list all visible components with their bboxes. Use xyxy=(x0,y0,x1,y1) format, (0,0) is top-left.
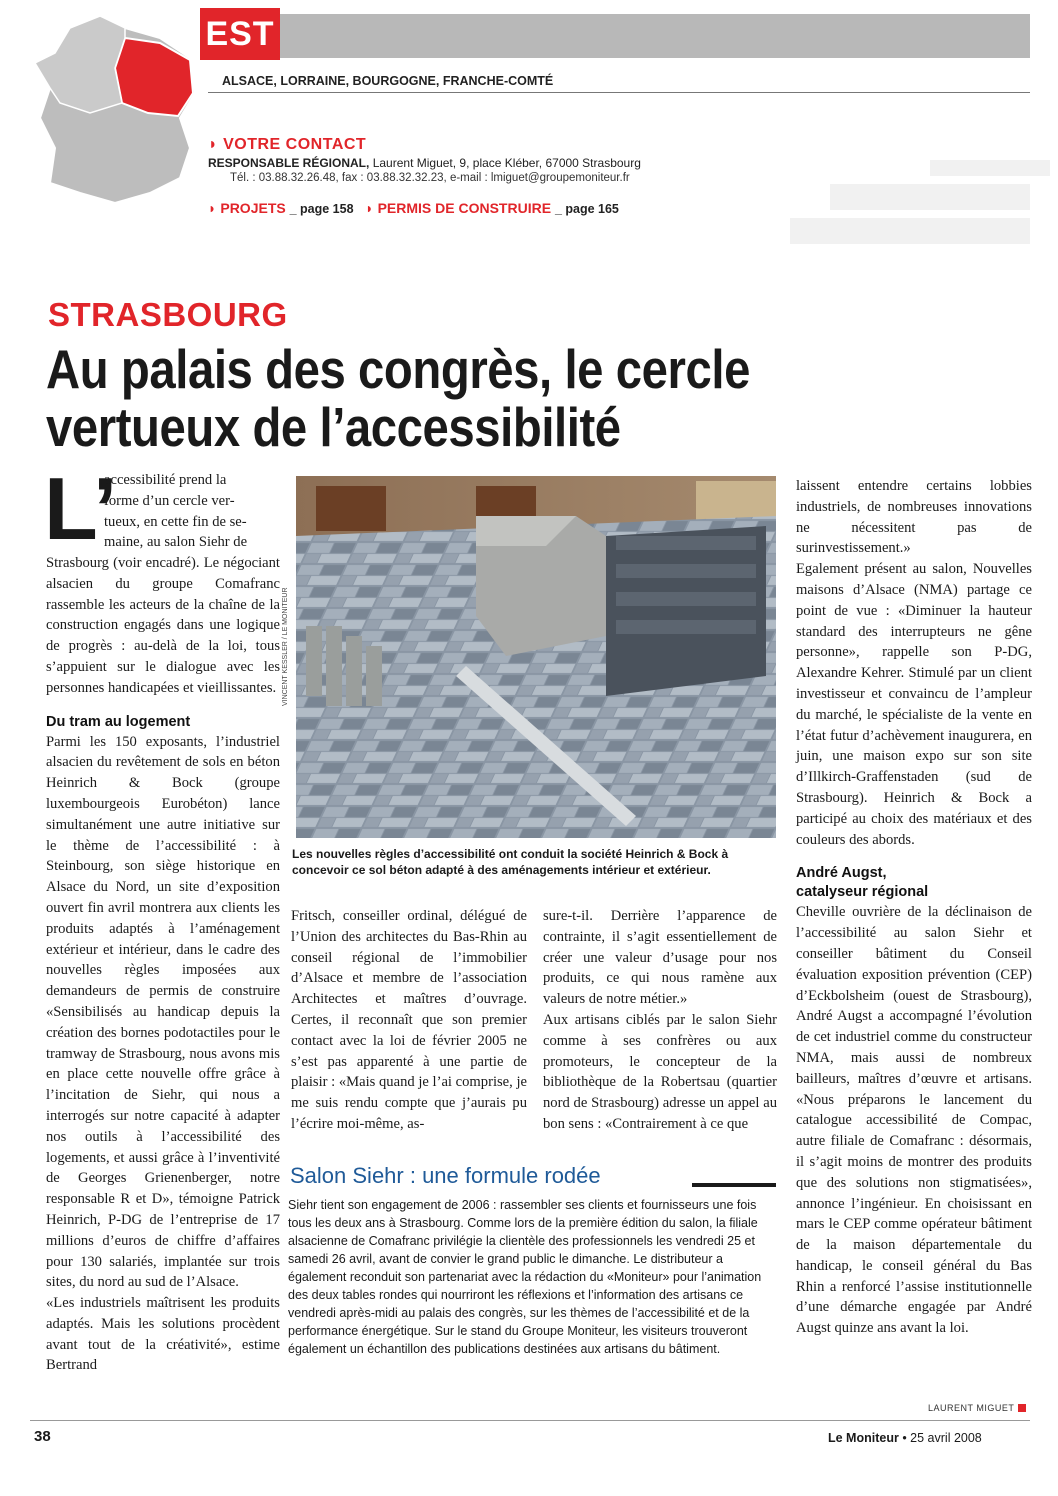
subhead-line: André Augst, xyxy=(796,865,887,882)
photo-caption: Les nouvelles règles d’accessibilité ont conduit la société Heinrich & Bock à concevoir ce sol béton adapté à des aménagements intérieur et extérieur. xyxy=(292,847,729,877)
contact-address: Laurent Miguet, 9, place Kléber, 67000 Strasbourg xyxy=(372,156,641,170)
article-photo xyxy=(296,476,776,838)
link-permis[interactable]: PERMIS DE CONSTRUIRE xyxy=(377,200,552,216)
intro-lines xyxy=(104,470,280,553)
photo-credit: VINCENT KESSLER / LE MONITEUR xyxy=(282,587,289,706)
page-number: 38 xyxy=(34,1428,51,1445)
subhead-augst xyxy=(796,864,1032,902)
publication-date: • 25 avril 2008 xyxy=(902,1431,982,1445)
intro-line: maine, au salon Siehr de xyxy=(104,534,248,551)
contact-heading xyxy=(208,136,748,154)
article-column-4 xyxy=(796,476,1032,1339)
author-byline: LAURENT MIGUET xyxy=(928,1403,1015,1413)
body-paragraph: Aux artisans ciblés par le salon Siehr comme à ses confrères ou aux promoteurs, le concepteur de la bibliothèque de la Robertsau (quartier nord de Strasbourg) adresse un appel au bon sens : «Contrairement à ce que xyxy=(543,1011,777,1132)
body-paragraph: Fritsch, conseiller ordinal, délégué de l’Union des architectes du Bas-Rhin au conseil régional de l’immobilier d’Alsace et membre de l’association Architectes et maîtres d’ouvrage. Certes, il reconnaît que son premier contact avec la loi de février 2005 ne s’est pas apparenté à une partie de plaisir : «Mais quand je l’ai comprise, je me suis rendu compte que j’aurais pu l’écrire moi-même, as- xyxy=(291,908,527,1132)
contact-heading-text: VOTRE CONTACT xyxy=(223,136,367,153)
region-list: ALSACE, LORRAINE, BOURGOGNE, FRANCHE-COMTÉ xyxy=(222,74,554,88)
publication-info xyxy=(828,1431,982,1445)
footer-divider xyxy=(30,1420,1030,1421)
contact-phone-email: Tél. : 03.88.32.26.48, fax : 03.88.32.32.23, e-mail : lmiguet@groupemoniteur.fr xyxy=(230,172,630,184)
article-column-1 xyxy=(46,553,280,1376)
intro-line: accessibilité prend la xyxy=(104,472,227,488)
bleed-through xyxy=(790,160,1030,280)
article-column-2 xyxy=(291,906,527,1135)
body-paragraph: laissent entendre certains lobbies industriels, de nombreuses innovations ne nécessitent pas de surinvestissement.» xyxy=(796,478,1032,557)
article-column-3 xyxy=(543,906,777,1135)
arrow-icon: ◗ xyxy=(208,200,221,216)
body-paragraph: Egalement présent au salon, Nouvelles maisons d’Alsace (NMA) partage ce point de vue : «Diminuer la hauteur standard des interrupteurs ne gêne personne», rappelle son P-DG, Alexandre Kehrer. Stimulé par un client investisseur et convaincu de l’ampleur du marché, le spécialiste de la vente en l’état futur d’achèvement inaugurera, en juin, une maison expo sur son site d’Illkirch-Graffenstaden (sud de Strasbourg). Heinrich & Bock a participé au choix des matériaux et des couleurs des abords. xyxy=(796,561,1032,848)
body-paragraph: sure-t-il. Derrière l’apparence de contrainte, il s’agit essentiellement de créer une valeur d’usage pour nos produits, ce qui nous ramène aux valeurs de notre métier.» xyxy=(543,908,777,1008)
link-projets-page: _ page 158 xyxy=(289,202,354,216)
box-title-rule xyxy=(692,1183,776,1187)
link-permis-page: _ page 165 xyxy=(554,202,619,216)
section-tab: EST xyxy=(200,8,280,60)
header-divider xyxy=(208,92,1030,93)
publication-name: Le Moniteur xyxy=(828,1431,899,1445)
subhead-line: catalyseur régional xyxy=(796,884,929,901)
contact-role: RESPONSABLE RÉGIONAL, xyxy=(208,156,370,170)
body-paragraph: Cheville ouvrière de la déclinaison de l’accessibilité au salon Siehr et conseiller bâtiment du Conseil évaluation exposition prévention (CEP) d’Eckbolsheim (ouest de Strasbourg), André Augst a accompagné l’évolution de cet industriel comme du constructeur NMA, mais aussi de nombreux bailleurs, maîtres d’œuvre et artisans. «Nous préparons le lancement du catalogue accessibilité de Compac, autre filiale de Comafranc : désormais, il s’agit moins de montrer des produits que des solutions non stigmatisées», annonce l’ingénieur. En choisissant en mars le CEP comme opérateur bâtiment de la maison départementale du handicap, le conseil général du Bas Rhin a renforcé l’assise institutionnelle d’une démarche engagée par André Augst quinze ans avant la loi. xyxy=(796,904,1032,1337)
arrow-icon: ◗ xyxy=(365,200,378,216)
contact-block xyxy=(208,136,748,184)
header-band xyxy=(208,14,1030,58)
body-paragraph: «Les industriels maîtrisent les produits adaptés. Mais les solutions procèdent avant tout de la créativité», estime Bertrand xyxy=(46,1295,280,1374)
link-projets[interactable]: PROJETS xyxy=(220,200,286,216)
france-map-icon xyxy=(30,8,210,208)
body-paragraph: Parmi les 150 exposants, l’industriel alsacien du revêtement de sols en béton Heinrich & Bock (groupe luxembourgeois Eurobéton) lance simultanément une autre initiative sur le thème de l’accessibilité : à Steinbourg, son siège historique en Alsace du Nord, un site d’exposition ouvert fin avril montrera aux clients les produits adaptés à l’aménagement extérieur et intérieur, dans le cadre des nouvelles règles imposées aux demandeurs de permis de construire «Sensibilisés au handicap depuis la création des bornes podotactiles pour le tramway de Strasbourg, nous avons mis en place cette nouvelle offre grâce à l’incitation de Siehr, qui nous a interrogés sur notre capacité à adapter nos outils à l’accessibilité des logements, et aussi grâce à l’inventivité de Georges Grienenberger, notre responsable R et D», témoigne Patrick Heinrich, P-DG de l’entreprise de 17 millions d’euros de chiffre d’affaires pour 130 salariés, implantée sur trois sites, du nord au sud de l’Alsace. xyxy=(46,733,280,1291)
drop-cap: L’ xyxy=(44,459,118,558)
intro-paragraph: Strasbourg (voir encadré). Le négociant alsacien du groupe Comafranc rassemble les acteurs de la chaîne de la construction engagés dans une logique de progrès : au-delà de la loi, tous s’appuient sur le dialogue avec les personnes handicapées et vieillissantes. xyxy=(46,555,280,696)
article-kicker: STRASBOURG xyxy=(48,296,288,333)
end-mark xyxy=(1018,1404,1026,1412)
section-links xyxy=(208,200,619,216)
intro-line: forme d’un cercle ver- xyxy=(104,492,235,509)
intro-line: tueux, en cette fin de se- xyxy=(104,513,247,530)
subhead-tram: Du tram au logement xyxy=(46,713,191,730)
arrow-icon: ◗ xyxy=(208,136,224,153)
box-title: Salon Siehr : une formule rodée xyxy=(290,1163,601,1188)
article-headline: Au palais des congrès, le cercle vertueux de l’accessibilité xyxy=(46,338,750,458)
contact-details xyxy=(208,156,748,170)
box-text: Siehr tient son engagement de 2006 : rassembler ses clients et fournisseurs une fois tous les deux ans à Strasbourg. Comme lors de la première édition du salon, la filiale alsacienne de Comafranc privilégie la clientèle des professionnels les vendredi 25 et samedi 26 avril, avant de convier le grand public le dimanche. Le distributeur a également reconduit son partenariat avec la rédaction du «Moniteur» pour l’animation des deux tables rondes qui nourriront les réflexions et l’information des artisans ce vendredi après-midi au palais des congrès, sur les thèmes de l’accessibilité et de la performance énergétique. Sur le stand du Groupe Moniteur, les visiteurs trouveront également un échantillon des publications destinées aux artisans du bâtiment. xyxy=(288,1198,762,1356)
